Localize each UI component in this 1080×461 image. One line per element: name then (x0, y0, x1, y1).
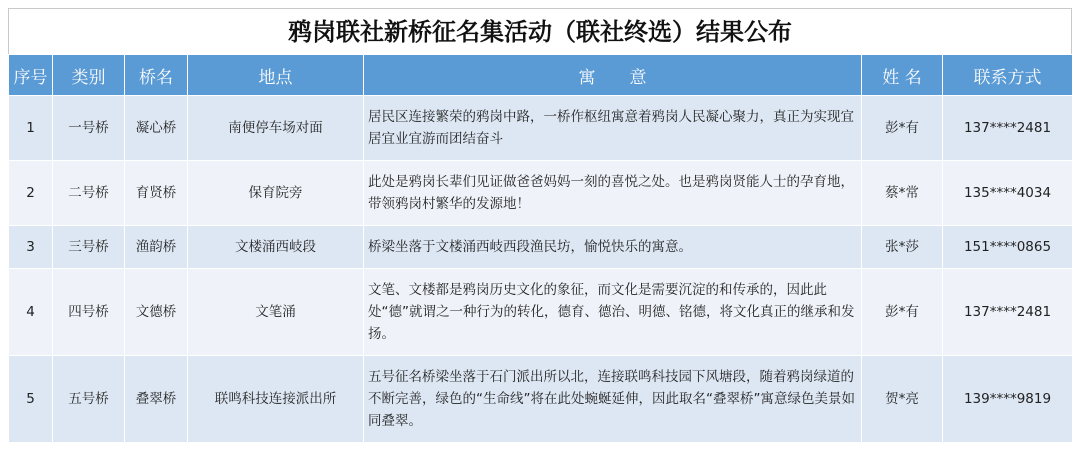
cell-location: 保育院旁 (188, 161, 364, 226)
cell-location: 文楼涌西岐段 (188, 226, 364, 269)
table-row (9, 96, 1073, 161)
results-sheet (8, 8, 1072, 443)
cell-meaning: 文笔、文楼都是鸦岗历史文化的象征，而文化是需要沉淀的和传承的，因此此处“德”就谓之一种行为的转化，德育、德治、明德、铭德，将文化真正的继承和发扬。 (364, 269, 862, 356)
cell-location: 联鸣科技连接派出所 (188, 356, 364, 443)
cell-contact: 137****2481 (943, 269, 1073, 356)
cell-no: 3 (9, 226, 53, 269)
cell-bridge-name: 育贤桥 (125, 161, 188, 226)
results-table (8, 54, 1073, 443)
table-row (9, 161, 1073, 226)
cell-person: 张*莎 (862, 226, 943, 269)
cell-person: 蔡*常 (862, 161, 943, 226)
cell-bridge-name: 凝心桥 (125, 96, 188, 161)
cell-location: 南便停车场对面 (188, 96, 364, 161)
cell-category: 一号桥 (53, 96, 125, 161)
cell-meaning: 桥梁坐落于文楼涌西岐西段渔民坊，愉悦快乐的寓意。 (364, 226, 862, 269)
table-row (9, 269, 1073, 356)
cell-category: 四号桥 (53, 269, 125, 356)
header-location: 地点 (188, 55, 364, 96)
cell-no: 4 (9, 269, 53, 356)
header-category: 类别 (53, 55, 125, 96)
cell-no: 1 (9, 96, 53, 161)
cell-bridge-name: 文德桥 (125, 269, 188, 356)
cell-person: 彭*有 (862, 269, 943, 356)
header-contact: 联系方式 (943, 55, 1073, 96)
cell-category: 五号桥 (53, 356, 125, 443)
cell-person: 彭*有 (862, 96, 943, 161)
table-row (9, 226, 1073, 269)
header-no: 序号 (9, 55, 53, 96)
cell-contact: 139****9819 (943, 356, 1073, 443)
cell-contact: 137****2481 (943, 96, 1073, 161)
cell-category: 二号桥 (53, 161, 125, 226)
cell-meaning: 此处是鸦岗长辈们见证做爸爸妈妈一刻的喜悦之处。也是鸦岗贤能人士的孕育地，带领鸦岗村繁华的发源地！ (364, 161, 862, 226)
page-title: 鸦岗联社新桥征名集活动（联社终选）结果公布 (8, 8, 1072, 54)
cell-bridge-name: 渔韵桥 (125, 226, 188, 269)
cell-contact: 135****4034 (943, 161, 1073, 226)
cell-category: 三号桥 (53, 226, 125, 269)
header-row (9, 55, 1073, 96)
table-row (9, 356, 1073, 443)
header-bridge-name: 桥名 (125, 55, 188, 96)
cell-bridge-name: 叠翠桥 (125, 356, 188, 443)
cell-meaning: 居民区连接繁荣的鸦岗中路，一桥作枢纽寓意着鸦岗人民凝心聚力，真正为实现宜居宜业宜游而团结奋斗 (364, 96, 862, 161)
cell-meaning: 五号征名桥梁坐落于石门派出所以北，连接联鸣科技园下风塘段，随着鸦岗绿道的不断完善，绿色的“生命线”将在此处蜿蜒延伸，因此取名“叠翠桥”寓意绿色美景如同叠翠。 (364, 356, 862, 443)
cell-no: 5 (9, 356, 53, 443)
header-meaning: 寓 意 (364, 55, 862, 96)
cell-location: 文笔涌 (188, 269, 364, 356)
cell-no: 2 (9, 161, 53, 226)
header-person: 姓 名 (862, 55, 943, 96)
cell-contact: 151****0865 (943, 226, 1073, 269)
cell-person: 贺*亮 (862, 356, 943, 443)
